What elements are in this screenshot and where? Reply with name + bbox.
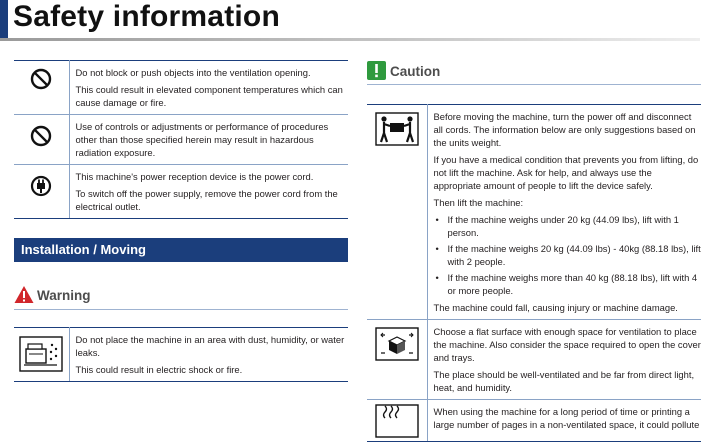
caution-heading: Caution: [390, 64, 441, 79]
row-line: To switch off the power supply, remove the power cord from the electrical outlet.: [75, 188, 338, 212]
warning-table: [14, 327, 348, 382]
power-plug-icon: [30, 175, 52, 197]
icon-cell: [14, 328, 69, 382]
table-row: [14, 328, 348, 382]
icon-cell: [14, 61, 69, 115]
list-item: • If the machine weighs more than 40 kg (88.18 lbs), lift with 4 or more people.: [434, 271, 702, 297]
caution-paragraph: Choose a flat surface with enough space for ventilation to place the machine. Also consider the space required to open the cover and trays.: [433, 326, 701, 363]
caution-paragraph: If you have a medical condition that prevents you from lifting, do not lift the machine. Ask for help, and always use the appropriate amount of people to lift the device safely.: [433, 154, 699, 191]
safety-table: [14, 60, 348, 219]
dust-humidity-icon: [19, 336, 63, 372]
row-line: This could result in electric shock or fire.: [75, 364, 243, 375]
icon-cell: [14, 115, 69, 165]
table-row: [367, 400, 701, 442]
row-text: [427, 105, 701, 320]
icon-cell: [367, 105, 427, 320]
no-entry-icon: [30, 125, 52, 147]
list-item: • If the machine weighs under 20 kg (44.09 lbs), lift with 1 person.: [434, 213, 702, 239]
icon-cell: [367, 400, 427, 442]
warning-triangle-icon: [14, 285, 34, 304]
caution-icon: [367, 61, 386, 80]
row-line: This machine's power reception device is the power cord.: [75, 171, 314, 182]
row-text: [427, 400, 701, 442]
caution-paragraph: Then lift the machine:: [433, 197, 524, 208]
no-entry-icon: [30, 68, 52, 90]
icon-cell: [367, 320, 427, 400]
ventilation-space-icon: [375, 327, 419, 361]
title-accent-bar: [0, 0, 8, 38]
caution-rule: [367, 84, 701, 85]
section-header: [14, 238, 348, 262]
heat-icon: [375, 404, 419, 438]
row-text: [69, 61, 348, 115]
two-person-lift-icon: [375, 112, 419, 146]
caution-paragraph: When using the machine for a long period of time or printing a large number of pages in a non-ventilated space, it could pollute: [433, 406, 700, 430]
row-line: Do not block or push objects into the ventilation opening.: [75, 67, 311, 78]
caution-paragraph: The place should be well-ventilated and be far from direct light, heat, and humidity.: [433, 369, 695, 393]
row-text: [69, 328, 348, 382]
table-row: [14, 115, 348, 165]
caution-table: [367, 104, 701, 442]
row-line: Use of controls or adjustments or performance of procedures other than those specified herein may result in hazardous radiation exposure.: [75, 121, 329, 158]
row-text: [69, 115, 348, 165]
warning-heading: Warning: [37, 288, 91, 303]
row-line: This could result in elevated component temperatures which can cause damage or fire.: [75, 84, 343, 108]
row-text: [69, 165, 348, 219]
list-item: • If the machine weighs 20 kg (44.09 lbs) - 40kg (88.18 lbs), lift with 2 people.: [434, 242, 702, 268]
caution-paragraph: Before moving the machine, turn the power off and disconnect all cords. The information below are only suggestions based on the units weight.: [433, 111, 696, 148]
caution-paragraph: The machine could fall, causing injury or machine damage.: [433, 302, 678, 313]
table-row: [14, 165, 348, 219]
section-title: Installation / Moving: [21, 242, 146, 257]
table-row: [367, 105, 701, 320]
table-row: [367, 320, 701, 400]
row-text: [427, 320, 701, 400]
row-line: Do not place the machine in an area with dust, humidity, or water leaks.: [75, 334, 345, 358]
table-row: [14, 61, 348, 115]
page-title: Safety information: [13, 0, 280, 33]
title-divider: [0, 38, 700, 41]
lift-bullet-list: [434, 213, 702, 297]
warning-rule: [14, 309, 348, 310]
icon-cell: [14, 165, 69, 219]
